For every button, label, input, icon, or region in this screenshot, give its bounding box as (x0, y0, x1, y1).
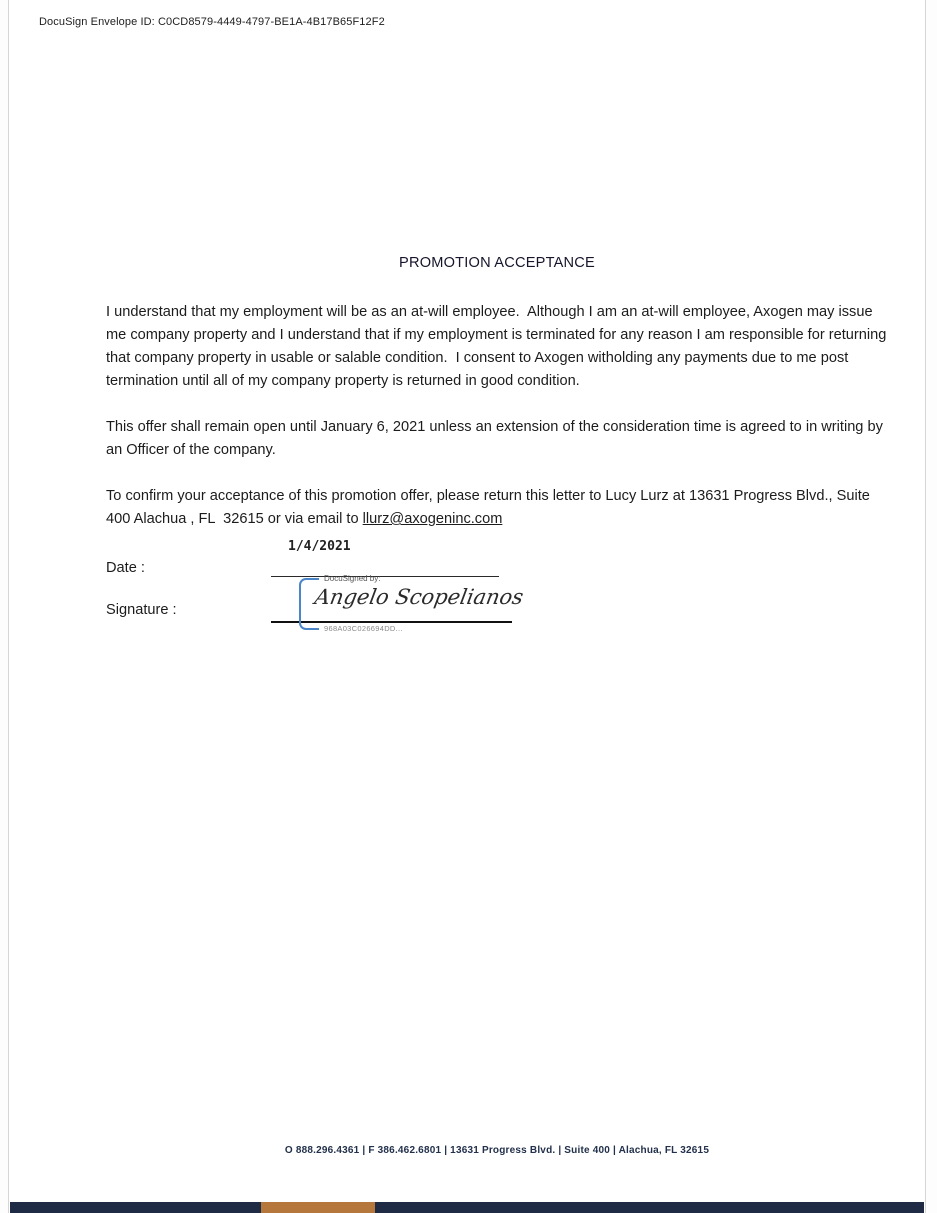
paragraph-offer-deadline: This offer shall remain open until January 6, 2021 unless an extension of the consideration time is agreed to in writing by an Officer of the company. (106, 419, 887, 458)
signer-signature-script: Angelo Scopelianos (312, 585, 526, 609)
email-link[interactable]: llurz@axogeninc.com (362, 511, 503, 527)
footer-brand-bar-accent (261, 1202, 375, 1213)
page-title: PROMOTION ACCEPTANCE (399, 255, 595, 271)
docusigned-by-label: DocuSigned by: (324, 574, 381, 583)
date-signature-line (271, 576, 499, 577)
date-field-label: Date : (106, 560, 145, 576)
docusign-signature-id: 968A03C026694DD... (324, 624, 403, 633)
document-page (8, 0, 926, 1213)
paragraph-confirmation-text: To confirm your acceptance of this promotion offer, please return this letter to Lucy Lurz at 13631 Progress Blvd., Suite 400 Alachua , FL 32615 or via email to (106, 488, 874, 527)
footer-contact-line: O 888.296.4361 | F 386.462.6801 | 13631 Progress Blvd. | Suite 400 | Alachua, FL 32615 (284, 1145, 710, 1156)
docusign-envelope-id: DocuSign Envelope ID: C0CD8579-4449-4797-BE1A-4B17B65F12F2 (39, 16, 385, 28)
signed-date-value: 1/4/2021 (288, 539, 351, 554)
signature-field-label: Signature : (106, 602, 177, 618)
footer-brand-bar (10, 1202, 924, 1213)
paragraph-confirmation (106, 485, 890, 531)
paragraph-at-will: I understand that my employment will be as an at-will employee. Although I am an at-will employee, Axogen may issue me company property and I understand that if my employment is terminated for any reason I am responsible for returning that company property in usable or salable condition. I consent to Axogen witholding any payments due to me post termination until all of my company property is returned in good condition. (106, 304, 891, 389)
